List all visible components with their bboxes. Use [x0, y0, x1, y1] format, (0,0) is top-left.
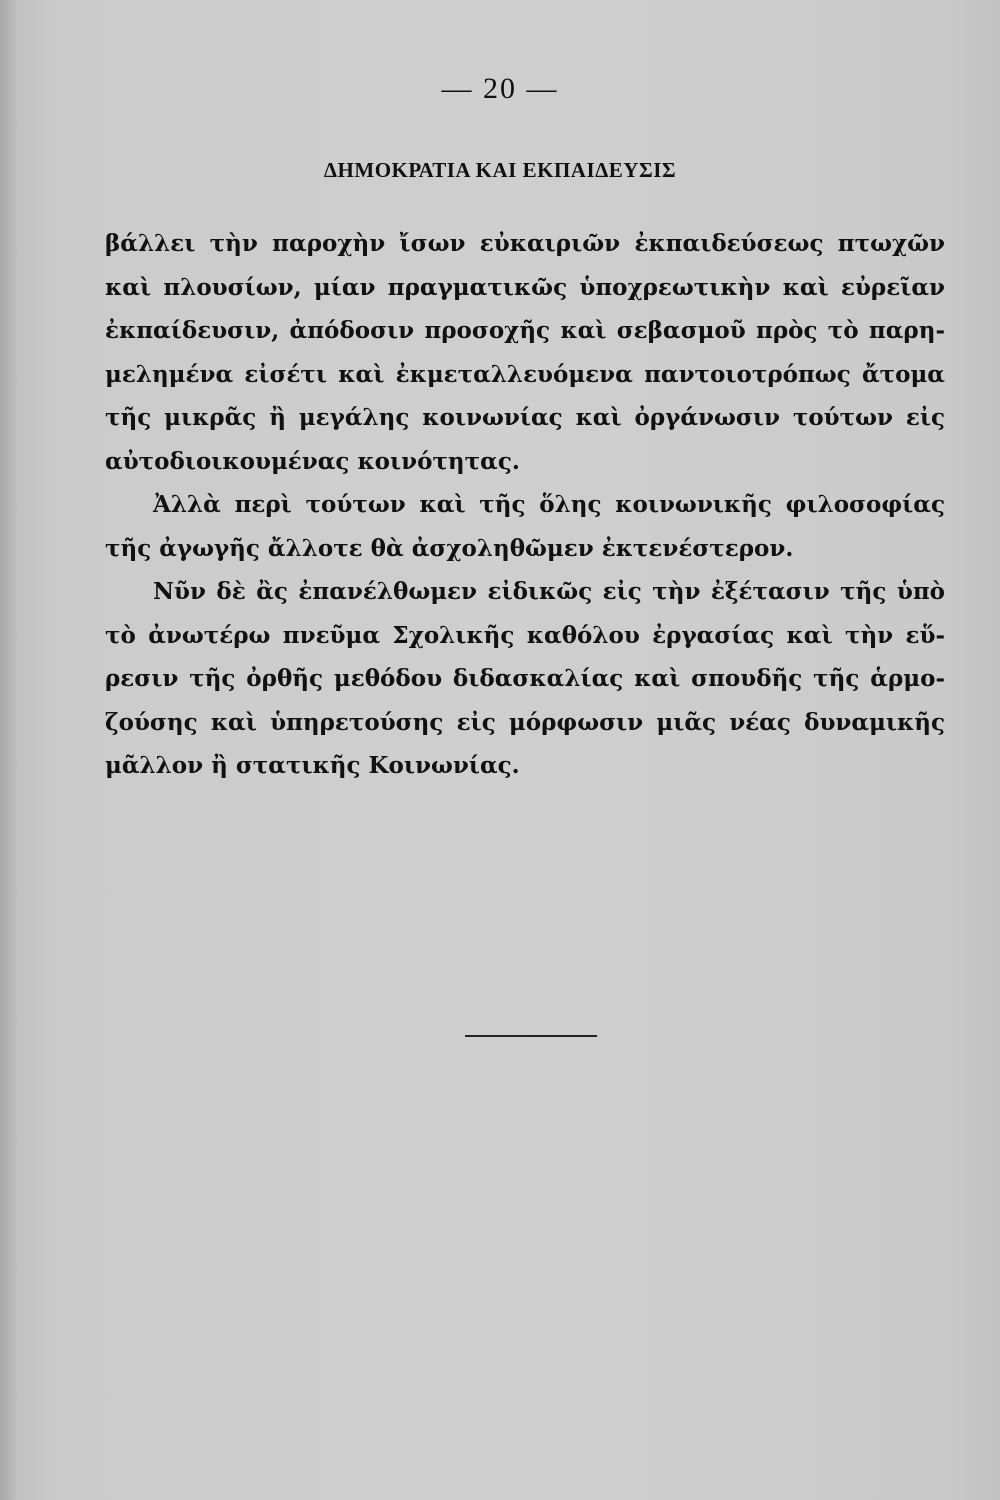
body-text	[105, 222, 945, 788]
text-line: ἐκπαίδευσιν, ἀπόδοσιν προσοχῆς καὶ σεβασμοῦ πρὸς τὸ παρη-	[105, 317, 945, 344]
text-line: τῆς ἀγωγῆς ἄλλοτε θὰ ἀσχοληθῶμεν ἐκτενέστερον.	[105, 534, 794, 562]
text-line: αὐτοδιοικουμένας κοινότητας.	[105, 447, 520, 475]
text-line: βάλλει τὴν παροχὴν ἴσων εὐκαιριῶν ἐκπαιδεύσεως πτωχῶν	[105, 230, 945, 257]
text-line: Νῦν δὲ ἂς ἐπανέλθωμεν εἰδικῶς εἰς τὴν ἐξέτασιν τῆς ὑπὸ	[153, 578, 945, 605]
text-line: τῆς μικρᾶς ἢ μεγάλης κοινωνίας καὶ ὀργάνωσιν τούτων εἰς	[105, 404, 945, 431]
text-line: καὶ πλουσίων, μίαν πραγματικῶς ὑποχρεωτικὴν καὶ εὐρεῖαν	[105, 273, 945, 301]
text-line: μᾶλλον ἢ στατικῆς Κοινωνίας.	[105, 752, 520, 779]
text-line: τὸ ἀνωτέρω πνεῦμα Σχολικῆς καθόλου ἐργασίας καὶ τὴν εὕ-	[105, 621, 945, 649]
running-head: ΔΗΜΟΚΡΑΤΙΑ ΚΑΙ ΕΚΠΑΙΔΕΥΣΙΣ	[323, 158, 677, 182]
page-gutter-shadow	[0, 0, 18, 1500]
text-line: ζούσης καὶ ὑπηρετούσης εἰς μόρφωσιν μιᾶς νέας δυναμικῆς	[105, 708, 945, 736]
text-line: ρεσιν τῆς ὀρθῆς μεθόδου διδασκαλίας καὶ σπουδῆς τῆς ἁρμο-	[105, 665, 945, 692]
end-rule	[465, 1035, 597, 1037]
text-line: Ἀλλὰ περὶ τούτων καὶ τῆς ὅλης κοινωνικῆς φιλοσοφίας	[153, 491, 945, 518]
text-line: μελημένα εἰσέτι καὶ ἐκμεταλλευόμενα παντοιοτρόπως ἄτομα	[105, 360, 945, 388]
page-number: — 20 —	[441, 72, 559, 105]
